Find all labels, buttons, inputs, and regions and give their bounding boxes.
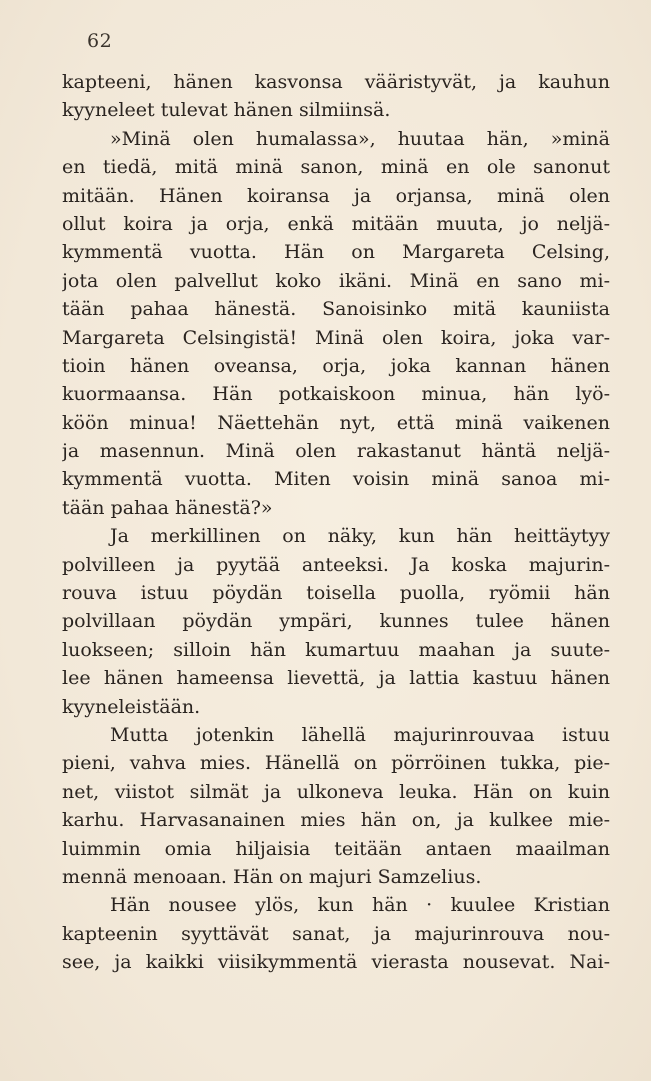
text-line: polvillaan pöydän ympäri, kunnes tulee hänen — [62, 610, 610, 633]
text-line: tään pahaa hänestä?» — [62, 496, 273, 519]
text-line: pieni, vahva mies. Hänellä on pörröinen tukka, pie- — [62, 752, 610, 775]
text-line: karhu. Harvasanainen mies hän on, ja kulkee mie- — [62, 809, 610, 832]
text-line: rouva istuu pöydän toisella puolla, ryömii hän — [62, 582, 610, 605]
text-line: kyyneleet tulevat hänen silmiinsä. — [62, 99, 391, 122]
text-line: tään pahaa hänestä. Sanoisinko mitä kauniista — [62, 298, 610, 321]
text-line: Hän nousee ylös, kun hän · kuulee Kristian — [110, 894, 610, 917]
text-line: kymmentä vuotta. Hän on Margareta Celsing, — [62, 241, 610, 264]
page-number: 62 — [87, 30, 113, 52]
text-line: »Minä olen humalassa», huutaa hän, »minä — [110, 127, 610, 150]
text-line: kapteenin syyttävät sanat, ja majurinrouva nou- — [62, 922, 610, 945]
text-line: tioin hänen oveansa, orja, joka kannan hänen — [62, 354, 610, 377]
text-line: see, ja kaikki viisikymmentä vierasta nousevat. Nai- — [62, 951, 610, 974]
text-line: jota olen palvellut koko ikäni. Minä en sano mi- — [62, 269, 610, 292]
body-text — [62, 68, 610, 977]
text-line: Margareta Celsingistä! Minä olen koira, joka var- — [62, 326, 610, 349]
text-line: net, viistot silmät ja ulkoneva leuka. Hän on kuin — [62, 780, 610, 803]
text-line: kuormaansa. Hän potkaiskoon minua, hän lyö- — [62, 383, 610, 406]
text-line: kyyneleistään. — [62, 695, 201, 718]
text-line: kymmentä vuotta. Miten voisin minä sanoa mi- — [62, 468, 610, 491]
text-line: Mutta jotenkin lähellä majurinrouvaa istuu — [110, 723, 610, 746]
text-line: mennä menoaan. Hän on majuri Samzelius. — [62, 865, 482, 888]
text-line: lee hänen hameensa lievettä, ja lattia kastuu hänen — [62, 667, 610, 690]
text-line: mitään. Hänen koiransa ja orjansa, minä olen — [62, 184, 610, 207]
text-line: en tiedä, mitä minä sanon, minä en ole sanonut — [62, 156, 610, 179]
text-line: luimmin omia hiljaisia teitään antaen maailman — [62, 837, 610, 860]
text-line: kapteeni, hänen kasvonsa vääristyvät, ja kauhun — [62, 71, 610, 93]
text-line: köön minua! Näettehän nyt, että minä vaikenen — [62, 411, 610, 434]
text-line: luokseen; silloin hän kumartuu maahan ja suute- — [62, 638, 610, 661]
text-line: ja masennun. Minä olen rakastanut häntä neljä- — [62, 440, 610, 463]
text-line: polvilleen ja pyytää anteeksi. Ja koska majurin- — [62, 553, 610, 576]
text-line: Ja merkillinen on näky, kun hän heittäytyy — [110, 525, 610, 548]
text-line: ollut koira ja orja, enkä mitään muuta, jo neljä- — [62, 212, 610, 235]
